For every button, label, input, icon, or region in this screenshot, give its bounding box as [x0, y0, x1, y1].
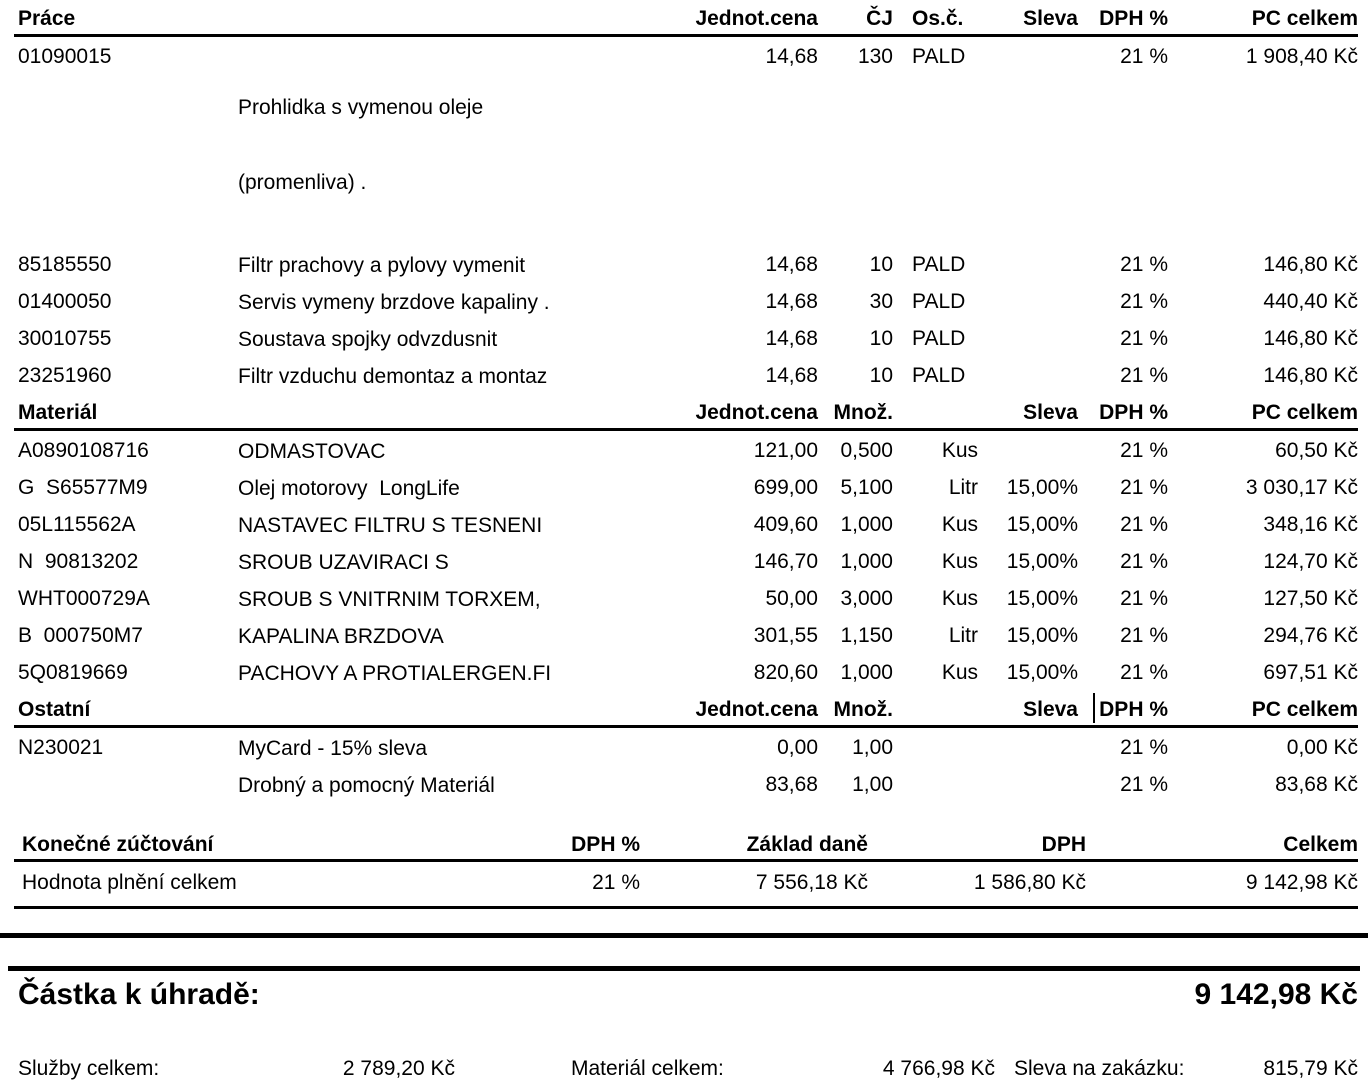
cell-qty: 5,100: [840, 476, 893, 499]
cell-total: 0,00 Kč: [1286, 736, 1358, 759]
table-row: [14, 653, 1358, 690]
col-header-sleva: Sleva: [1023, 401, 1078, 424]
cell-description: Soustava spojky odvzdusnit: [238, 328, 498, 351]
table-row: [14, 728, 1358, 765]
col-header-os-c: Os.č.: [912, 7, 964, 30]
summary-row-label: Hodnota plnění celkem: [22, 871, 237, 894]
cell-qty: 130: [857, 45, 893, 68]
table-row: [14, 579, 1358, 616]
order-discount-value: 815,79 Kč: [1263, 1057, 1358, 1080]
cell-dph: 21 %: [1120, 587, 1168, 610]
table-row: [14, 505, 1358, 542]
cell-os: PALD: [912, 253, 966, 276]
amount-due-label: Částka k úhradě:: [18, 978, 260, 1011]
cell-sleva: 15,00%: [1006, 661, 1078, 684]
cell-os: PALD: [912, 290, 966, 313]
cell-qty: 3,000: [840, 587, 893, 610]
table-row: [14, 616, 1358, 653]
cell-unit: Kus: [941, 661, 978, 684]
material-header-row: [14, 393, 1358, 431]
cell-unit-price: 699,00: [753, 476, 818, 499]
cell-sleva: 15,00%: [1006, 476, 1078, 499]
table-row: [14, 468, 1358, 505]
cell-unit: Litr: [948, 624, 978, 647]
cell-zaklad-dane: 7 556,18 Kč: [755, 871, 868, 894]
summary-total-row: [14, 862, 1358, 909]
cell-qty: 1,00: [852, 773, 893, 796]
cell-os: PALD: [912, 364, 966, 387]
cell-code: N 90813202: [18, 550, 139, 573]
cell-code: A0890108716: [18, 439, 149, 462]
cell-qty: 30: [869, 290, 893, 313]
cell-total: 440,40 Kč: [1263, 290, 1358, 313]
table-row: [14, 37, 1358, 245]
cell-description: ODMASTOVAC: [238, 440, 386, 463]
col-header-cj: ČJ: [866, 7, 893, 30]
col-header-celkem: Celkem: [1283, 833, 1358, 856]
cell-total: 83,68 Kč: [1275, 773, 1358, 796]
col-header-jednot-cena: Jednot.cena: [695, 698, 818, 721]
cell-total: 697,51 Kč: [1263, 661, 1358, 684]
cell-os: PALD: [912, 45, 966, 68]
col-header-mnoz: Množ.: [833, 698, 893, 721]
cell-description: Servis vymeny brzdove kapaliny .: [238, 291, 550, 314]
cell-description: Filtr prachovy a pylovy vymenit: [238, 254, 526, 277]
cell-qty: 10: [869, 327, 893, 350]
cell-unit: Kus: [941, 587, 978, 610]
bottom-divider: [0, 933, 1368, 938]
col-header-pc-celkem: PC celkem: [1251, 401, 1358, 424]
col-header-dph: DPH %: [1099, 698, 1168, 721]
cell-qty: 1,000: [840, 513, 893, 536]
cell-code: 5Q0819669: [18, 661, 128, 684]
col-header-mnoz: Množ.: [833, 401, 893, 424]
ostatni-header-row: [14, 690, 1358, 728]
col-header-pc-celkem: PC celkem: [1251, 7, 1358, 30]
cell-code: 01090015: [18, 45, 112, 68]
cell-qty: 10: [869, 253, 893, 276]
table-row: [14, 542, 1358, 579]
cell-unit-price: 14,68: [765, 45, 818, 68]
table-row: [14, 319, 1358, 356]
cell-description: NASTAVEC FILTRU S TESNENI: [238, 514, 543, 537]
cell-code: 05L115562A: [18, 513, 136, 536]
cell-dph: 21 %: [1120, 773, 1168, 796]
cell-dph: 21 %: [1120, 624, 1168, 647]
col-header-jednot-cena: Jednot.cena: [695, 401, 818, 424]
cell-unit-price: 409,60: [753, 513, 818, 536]
cell-qty: 1,150: [840, 624, 893, 647]
cell-description: Drobný a pomocný Materiál: [238, 774, 495, 797]
summary-title: Konečné zúčtování: [22, 833, 214, 856]
cell-unit: Kus: [941, 550, 978, 573]
cell-unit-price: 121,00: [753, 439, 818, 462]
cell-code: B 000750M7: [18, 624, 143, 647]
amount-due-row: [0, 971, 1368, 1012]
totals-row: [14, 1056, 1358, 1081]
cell-description: SROUB UZAVIRACI S: [238, 551, 449, 574]
col-header-pc-celkem: PC celkem: [1251, 698, 1358, 721]
table-row: [14, 431, 1358, 468]
cell-unit-price: 301,55: [753, 624, 818, 647]
table-row: [14, 245, 1358, 282]
cell-unit-price: 14,68: [765, 290, 818, 313]
cell-total: 146,80 Kč: [1263, 327, 1358, 350]
table-row: [14, 765, 1358, 802]
cell-description: Olej motorovy LongLife: [238, 477, 460, 500]
cell-description: Prohlidka s vymenou oleje (promenliva) .: [238, 96, 484, 194]
cell-dph: 21 %: [1120, 513, 1168, 536]
cell-description: Filtr vzduchu demontaz a montaz: [238, 365, 548, 388]
col-header-dph: DPH %: [1099, 7, 1168, 30]
cell-code: G S65577M9: [18, 476, 148, 499]
col-header-jednot-cena: Jednot.cena: [695, 7, 818, 30]
cell-qty: 10: [869, 364, 893, 387]
cell-dph: 21 %: [1120, 364, 1168, 387]
cell-unit-price: 820,60: [753, 661, 818, 684]
cell-dph: 21 %: [1120, 290, 1168, 313]
order-discount-label: Sleva na zakázku:: [1014, 1057, 1185, 1080]
cell-unit-price: 14,68: [765, 364, 818, 387]
prace-header-row: [14, 6, 1358, 37]
cell-total: 3 030,17 Kč: [1245, 476, 1358, 499]
cell-dph: 21 %: [1120, 327, 1168, 350]
cell-code: 01400050: [18, 290, 112, 313]
cell-total: 60,50 Kč: [1275, 439, 1358, 462]
cell-description: KAPALINA BRZDOVA: [238, 625, 444, 648]
cell-unit-price: 146,70: [753, 550, 818, 573]
cell-unit-price: 83,68: [765, 773, 818, 796]
col-header-sleva: Sleva: [1023, 7, 1078, 30]
col-header-dph: DPH %: [1099, 401, 1168, 424]
material-total-value: 4 766,98 Kč: [882, 1057, 995, 1080]
cell-sleva: 15,00%: [1006, 513, 1078, 536]
cell-sleva: 15,00%: [1006, 587, 1078, 610]
cell-code: 85185550: [18, 253, 112, 276]
cell-qty: 0,500: [840, 439, 893, 462]
cell-total: 146,80 Kč: [1263, 364, 1358, 387]
services-total-value: 2 789,20 Kč: [342, 1057, 455, 1080]
cell-unit-price: 14,68: [765, 327, 818, 350]
cell-code: N230021: [18, 736, 104, 759]
table-row: [14, 282, 1358, 319]
cell-dph: 21 %: [1120, 736, 1168, 759]
cell-total: 146,80 Kč: [1263, 253, 1358, 276]
cell-unit: Kus: [941, 439, 978, 462]
section-title-material: Materiál: [18, 401, 98, 424]
cell-qty: 1,00: [852, 736, 893, 759]
summary-header-row: [14, 832, 1358, 862]
cell-qty: 1,000: [840, 550, 893, 573]
cell-total: 348,16 Kč: [1263, 513, 1358, 536]
cell-total: 124,70 Kč: [1263, 550, 1358, 573]
col-header-sleva: Sleva: [1023, 698, 1078, 721]
cell-code: 30010755: [18, 327, 112, 350]
cell-unit-price: 14,68: [765, 253, 818, 276]
section-title-prace: Práce: [18, 7, 76, 30]
amount-due-value: 9 142,98 Kč: [1194, 978, 1358, 1011]
cell-sleva: 15,00%: [1006, 624, 1078, 647]
cell-dph: 21 %: [1120, 550, 1168, 573]
cell-unit: Kus: [941, 513, 978, 536]
col-header-zaklad-dane: Základ daně: [746, 833, 868, 856]
cell-dph-rate: 21 %: [592, 871, 640, 894]
cell-unit-price: 0,00: [777, 736, 818, 759]
material-total-label: Materiál celkem:: [571, 1057, 724, 1080]
cell-dph: 21 %: [1120, 253, 1168, 276]
cell-sleva: 15,00%: [1006, 550, 1078, 573]
section-title-ostatni: Ostatní: [18, 698, 91, 721]
cell-code: WHT000729A: [18, 587, 150, 610]
cell-os: PALD: [912, 327, 966, 350]
cell-dph: 21 %: [1120, 439, 1168, 462]
cell-dph: 21 %: [1120, 476, 1168, 499]
table-row: [14, 356, 1358, 393]
cell-total: 127,50 Kč: [1263, 587, 1358, 610]
text-cursor: [1093, 693, 1095, 723]
cell-total: 294,76 Kč: [1263, 624, 1358, 647]
cell-dph: 21 %: [1120, 45, 1168, 68]
cell-unit-price: 50,00: [765, 587, 818, 610]
cell-dph: 21 %: [1120, 661, 1168, 684]
cell-code: 23251960: [18, 364, 112, 387]
cell-description: SROUB S VNITRNIM TORXEM,: [238, 588, 541, 611]
cell-description: PACHOVY A PROTIALERGEN.FI: [238, 662, 552, 685]
cell-total: 1 908,40 Kč: [1245, 45, 1358, 68]
services-total-label: Služby celkem:: [18, 1057, 160, 1080]
cell-unit: Litr: [948, 476, 978, 499]
cell-description: MyCard - 15% sleva: [238, 737, 428, 760]
col-header-dph-rate: DPH %: [571, 833, 640, 856]
col-header-dph: DPH: [1041, 833, 1086, 856]
cell-qty: 1,000: [840, 661, 893, 684]
cell-celkem: 9 142,98 Kč: [1245, 871, 1358, 894]
cell-dph: 1 586,80 Kč: [973, 871, 1086, 894]
